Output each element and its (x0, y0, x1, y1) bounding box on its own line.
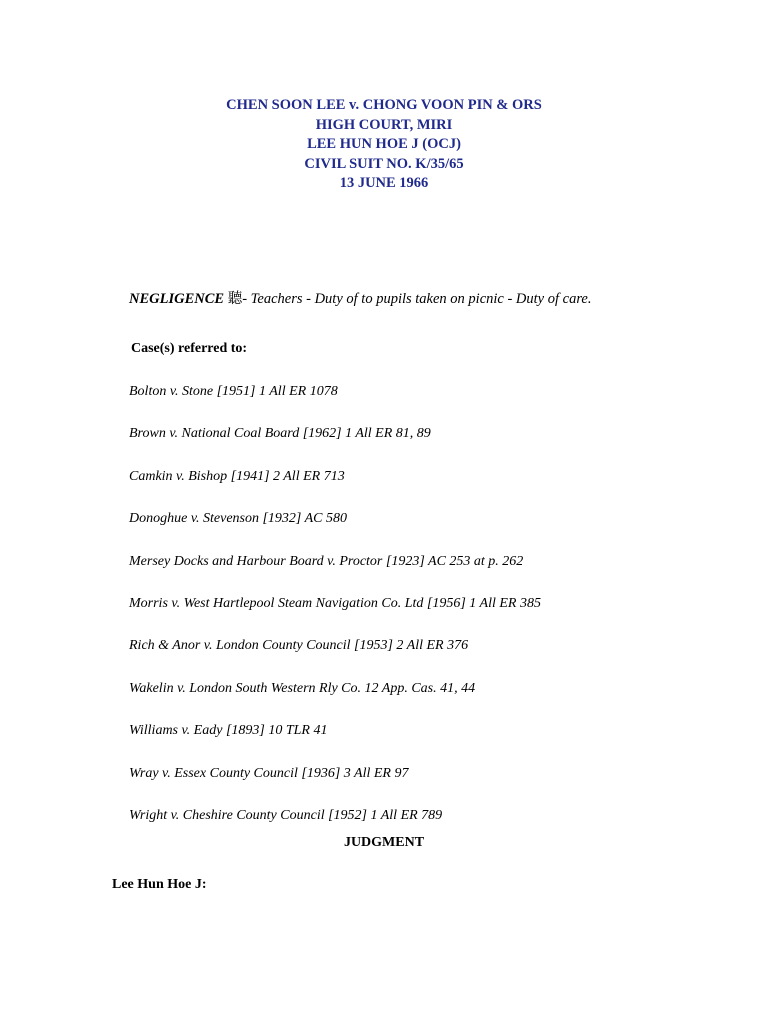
case-citation: Wray v. Essex County Council [1936] 3 All ER 97 (129, 765, 409, 781)
catchwords (129, 287, 592, 308)
case-citation: Bolton v. Stone [1951] 1 All ER 1078 (129, 384, 338, 399)
judgment-date: 13 JUNE 1966 (339, 175, 429, 191)
case-citation: Camkin v. Bishop [1941] 2 All ER 713 (129, 468, 345, 484)
case-citation: Donoghue v. Stevenson [1932] AC 580 (129, 511, 348, 527)
catchword-description: Teachers - Duty of to pupils taken on picnic - Duty of care. (250, 291, 592, 307)
court-name: HIGH COURT, MIRI (315, 116, 453, 133)
cases-referred-list (129, 383, 541, 849)
case-citation: Wright v. Cheshire County Council [1952] 1 All ER 789 (129, 807, 443, 823)
case-citation: Brown v. National Coal Board [1962] 1 All ER 81, 89 (129, 426, 431, 442)
judgment-heading: JUDGMENT (343, 835, 425, 850)
case-citation: Mersey Docks and Harbour Board v. Proctor [1923] AC 253 at p. 262 (129, 553, 524, 569)
case-citation: Williams v. Eady [1893] 10 TLR 41 (129, 723, 328, 739)
case-citation: Morris v. West Hartlepool Steam Navigation Co. Ltd [1956] 1 All ER 385 (129, 595, 541, 611)
case-header (0, 96, 768, 194)
suit-number: CIVIL SUIT NO. K/35/65 (304, 155, 464, 172)
case-citation: Wakelin v. London South Western Rly Co. 12 App. Cas. 41, 44 (129, 680, 476, 696)
judge-name: LEE HUN HOE J (OCJ) (307, 136, 461, 152)
catchword-separator: 聽- (224, 291, 251, 307)
catchword-keyword: NEGLIGENCE (129, 291, 225, 307)
case-title: CHEN SOON LEE v. CHONG VOON PIN & ORS (226, 97, 542, 113)
cases-referred-heading: Case(s) referred to: (131, 341, 248, 356)
case-citation: Rich & Anor v. London County Council [1953] 2 All ER 376 (129, 638, 469, 654)
judge-attribution: Lee Hun Hoe J: (112, 877, 207, 892)
